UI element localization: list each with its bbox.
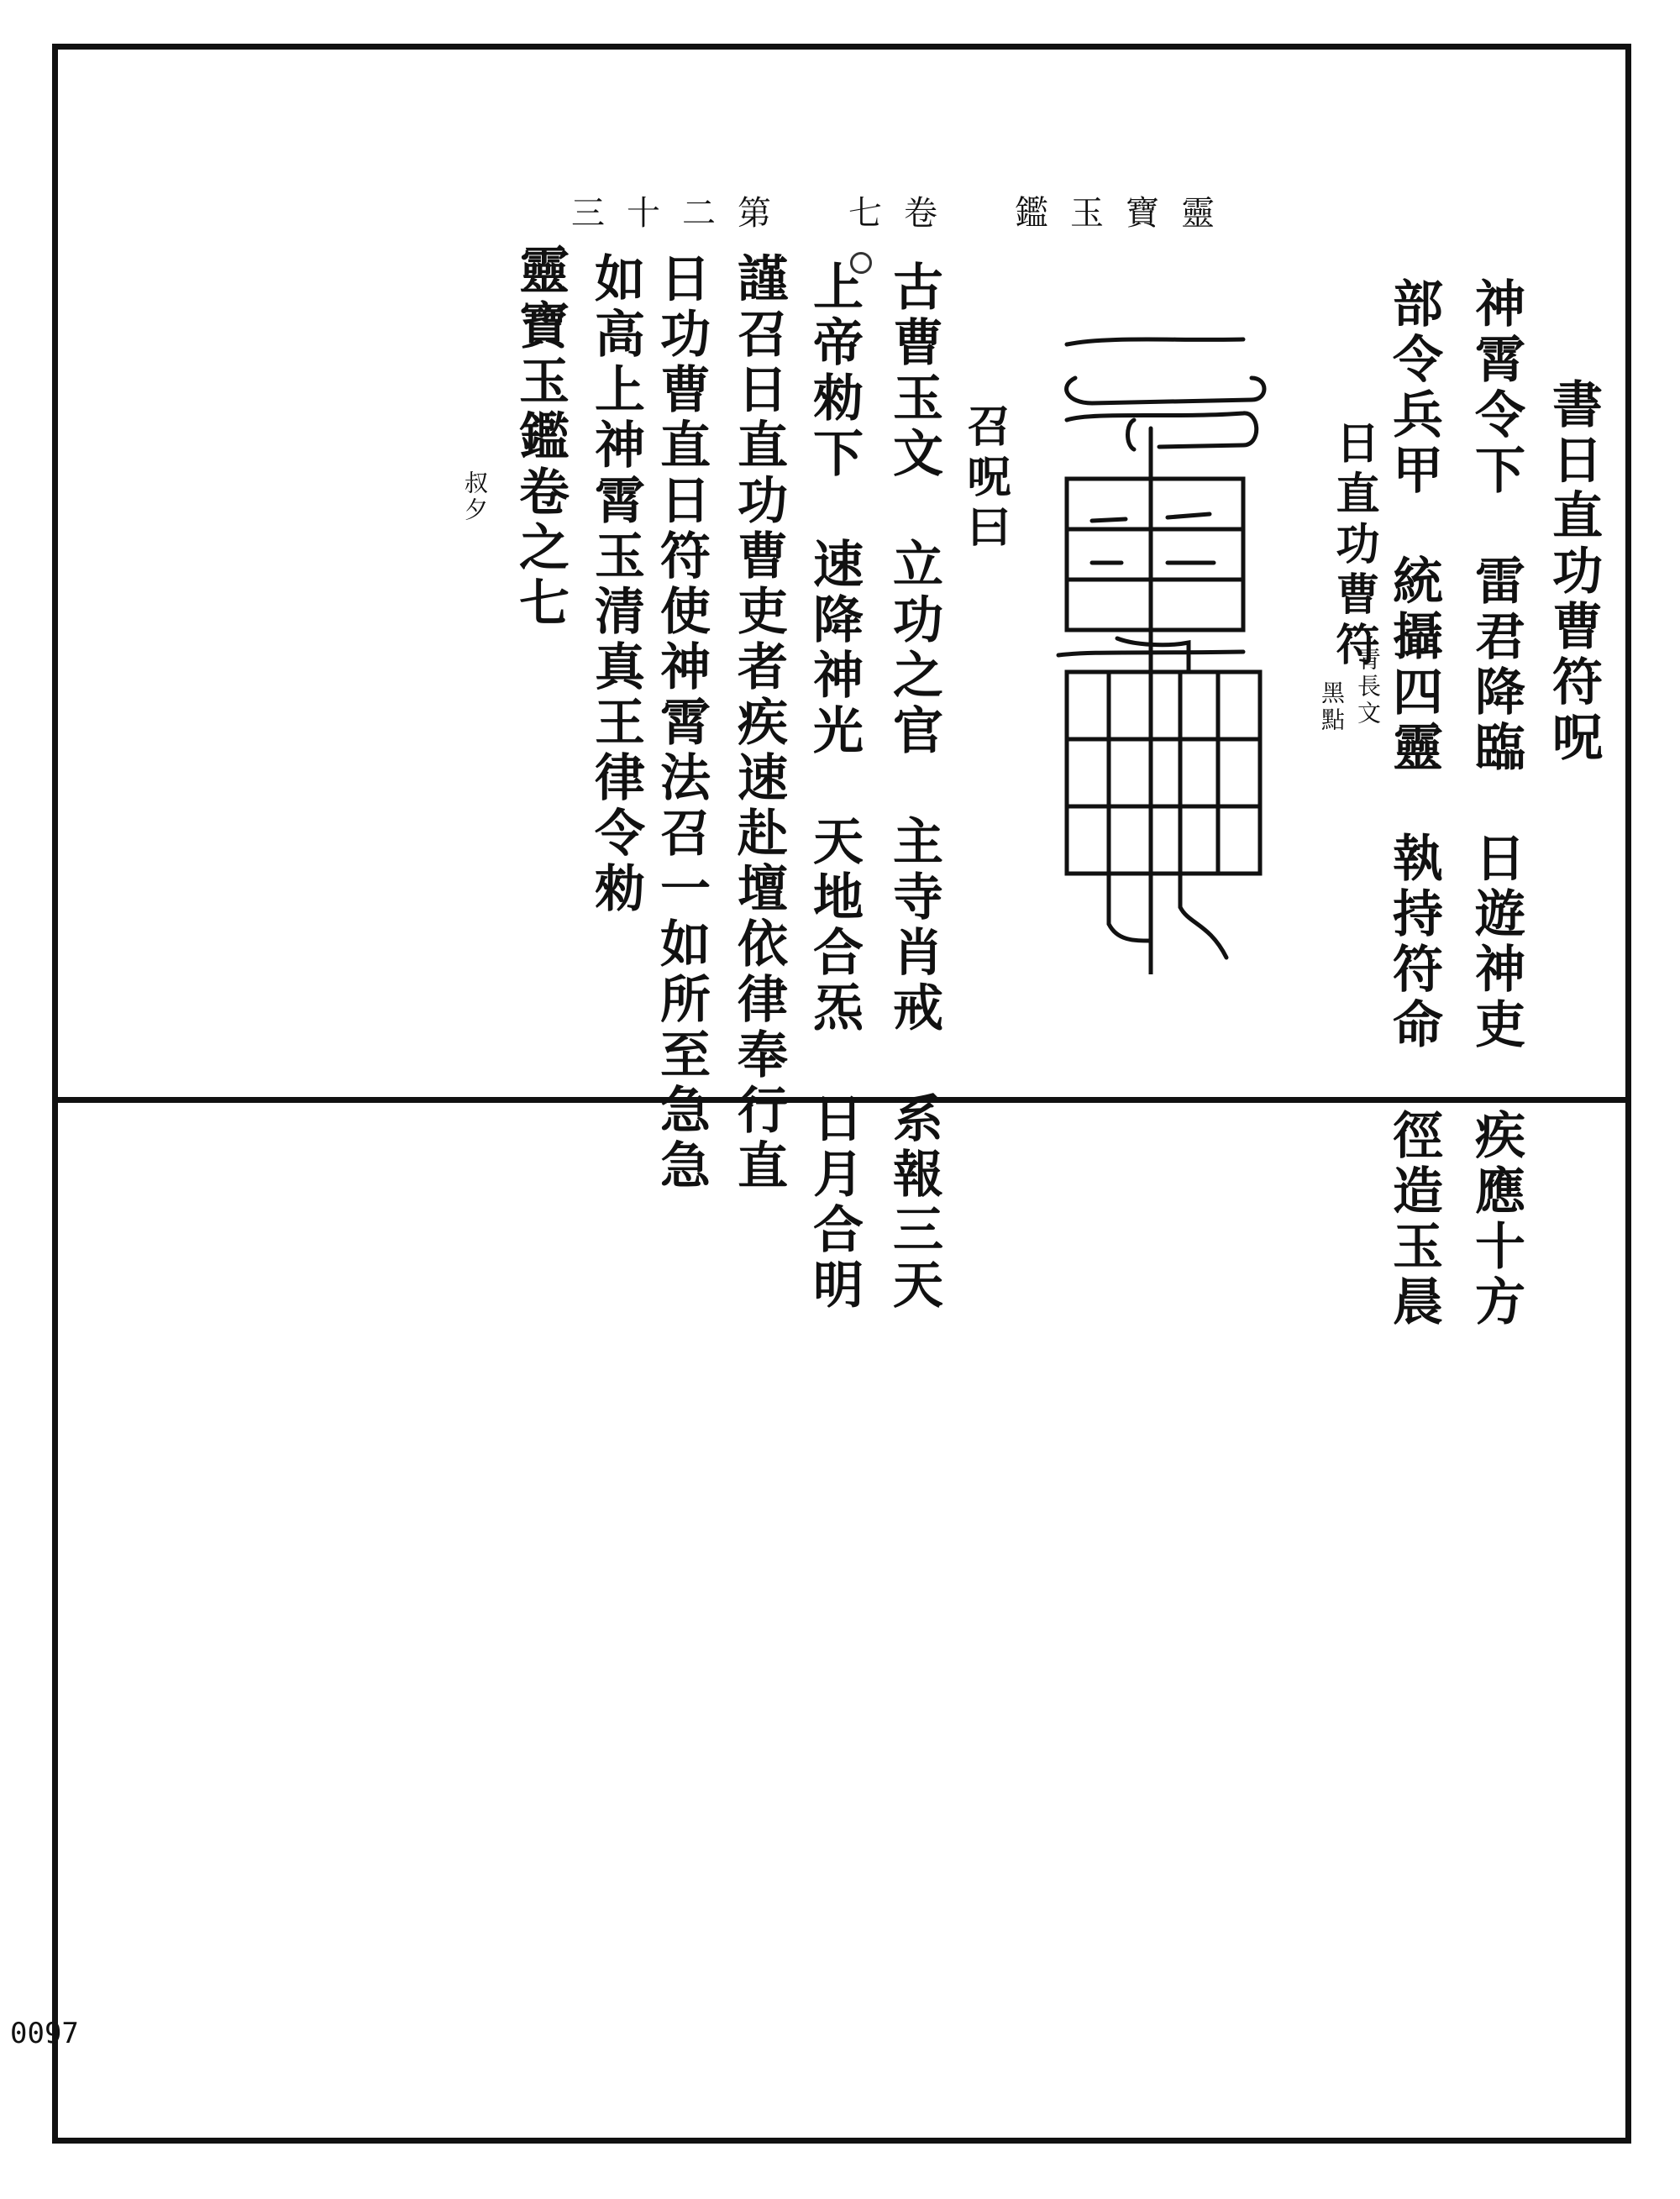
text-column-7: 如高上神霄玉清真王律令勑 [586, 252, 645, 917]
text-column-2: 部令兵甲 統攝四靈 執持符命 徑造玉晨 [1384, 277, 1443, 1330]
talisman-note-2: 黑點 [1318, 680, 1346, 734]
text-column-5: 謹召日直功曹吏者疾速赴壇依律奉行直 [729, 252, 788, 1194]
closing-title: 靈寶玉鑑卷之七 [511, 244, 570, 632]
talisman-drawing [1042, 319, 1294, 974]
section-title: 書日直功曹符呪 [1544, 378, 1603, 766]
marginal-note: 叔夕 [461, 470, 489, 524]
talisman-title: 日直功曹符 [1328, 420, 1379, 672]
talisman-note-1: 青長文 [1354, 647, 1382, 727]
text-column-4: 上帝勑下 速降神光 天地合炁 日月合明 [805, 260, 864, 1314]
text-column-3: 古曹玉文 立功之官 主寺肖戒 系報三天 [885, 260, 943, 1314]
page-number: 0097 [10, 2017, 79, 2050]
text-column-1: 神霄令下 雷君降臨 日遊神吏 疾應十方 [1467, 277, 1525, 1330]
incantation-heading: 召呪曰 [959, 403, 1011, 554]
text-column-6: 日功曹直日符使神霄法召一如所至急急 [652, 252, 711, 1194]
page-header: 靈寶玉鑑 卷七 第二十三 [571, 194, 1236, 233]
